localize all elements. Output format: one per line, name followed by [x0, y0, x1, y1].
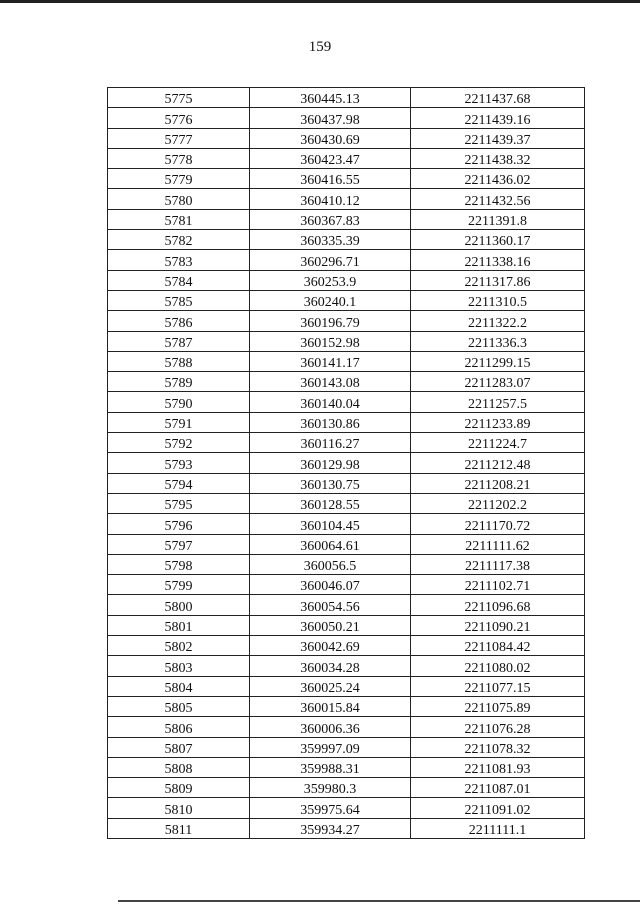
y-coordinate-cell: 2211081.93 [411, 757, 585, 777]
table-row [108, 108, 585, 128]
x-coordinate-cell: 360296.71 [250, 250, 411, 270]
table-row [108, 554, 585, 574]
y-coordinate-cell: 2211075.89 [411, 696, 585, 716]
table-row [108, 453, 585, 473]
table-row [108, 250, 585, 270]
table-row [108, 757, 585, 777]
table-row [108, 331, 585, 351]
point-number-cell: 5805 [108, 696, 250, 716]
point-number-cell: 5802 [108, 636, 250, 656]
y-coordinate-cell: 2211436.02 [411, 169, 585, 189]
table-row [108, 392, 585, 412]
table-row [108, 473, 585, 493]
table-row [108, 128, 585, 148]
y-coordinate-cell: 2211080.02 [411, 656, 585, 676]
point-number-cell: 5778 [108, 148, 250, 168]
point-number-cell: 5777 [108, 128, 250, 148]
table-row [108, 372, 585, 392]
point-number-cell: 5782 [108, 230, 250, 250]
point-number-cell: 5780 [108, 189, 250, 209]
point-number-cell: 5775 [108, 88, 250, 108]
x-coordinate-cell: 360152.98 [250, 331, 411, 351]
x-coordinate-cell: 360141.17 [250, 351, 411, 371]
point-number-cell: 5794 [108, 473, 250, 493]
coordinates-table-container [107, 87, 585, 839]
y-coordinate-cell: 2211317.86 [411, 270, 585, 290]
x-coordinate-cell: 360410.12 [250, 189, 411, 209]
x-coordinate-cell: 360445.13 [250, 88, 411, 108]
x-coordinate-cell: 360416.55 [250, 169, 411, 189]
table-row [108, 778, 585, 798]
y-coordinate-cell: 2211224.7 [411, 433, 585, 453]
point-number-cell: 5784 [108, 270, 250, 290]
y-coordinate-cell: 2211391.8 [411, 209, 585, 229]
y-coordinate-cell: 2211338.16 [411, 250, 585, 270]
y-coordinate-cell: 2211212.48 [411, 453, 585, 473]
table-row [108, 575, 585, 595]
point-number-cell: 5795 [108, 493, 250, 513]
y-coordinate-cell: 2211310.5 [411, 290, 585, 310]
point-number-cell: 5810 [108, 798, 250, 818]
x-coordinate-cell: 359980.3 [250, 778, 411, 798]
x-coordinate-cell: 360064.61 [250, 534, 411, 554]
x-coordinate-cell: 360034.28 [250, 656, 411, 676]
y-coordinate-cell: 2211336.3 [411, 331, 585, 351]
point-number-cell: 5793 [108, 453, 250, 473]
point-number-cell: 5792 [108, 433, 250, 453]
x-coordinate-cell: 360240.1 [250, 290, 411, 310]
y-coordinate-cell: 2211111.1 [411, 818, 585, 838]
x-coordinate-cell: 360335.39 [250, 230, 411, 250]
y-coordinate-cell: 2211084.42 [411, 636, 585, 656]
y-coordinate-cell: 2211076.28 [411, 717, 585, 737]
point-number-cell: 5806 [108, 717, 250, 737]
x-coordinate-cell: 360130.86 [250, 412, 411, 432]
x-coordinate-cell: 359988.31 [250, 757, 411, 777]
y-coordinate-cell: 2211208.21 [411, 473, 585, 493]
table-row [108, 798, 585, 818]
table-row [108, 737, 585, 757]
point-number-cell: 5799 [108, 575, 250, 595]
point-number-cell: 5804 [108, 676, 250, 696]
y-coordinate-cell: 2211078.32 [411, 737, 585, 757]
table-row [108, 656, 585, 676]
x-coordinate-cell: 360129.98 [250, 453, 411, 473]
point-number-cell: 5811 [108, 818, 250, 838]
table-row [108, 636, 585, 656]
y-coordinate-cell: 2211439.16 [411, 108, 585, 128]
y-coordinate-cell: 2211090.21 [411, 615, 585, 635]
x-coordinate-cell: 359975.64 [250, 798, 411, 818]
point-number-cell: 5801 [108, 615, 250, 635]
coordinates-table-body [108, 88, 585, 839]
table-row [108, 676, 585, 696]
x-coordinate-cell: 360253.9 [250, 270, 411, 290]
table-row [108, 696, 585, 716]
y-coordinate-cell: 2211360.17 [411, 230, 585, 250]
x-coordinate-cell: 360050.21 [250, 615, 411, 635]
x-coordinate-cell: 360130.75 [250, 473, 411, 493]
point-number-cell: 5789 [108, 372, 250, 392]
y-coordinate-cell: 2211096.68 [411, 595, 585, 615]
table-row [108, 290, 585, 310]
y-coordinate-cell: 2211438.32 [411, 148, 585, 168]
y-coordinate-cell: 2211202.2 [411, 493, 585, 513]
y-coordinate-cell: 2211111.62 [411, 534, 585, 554]
table-row [108, 412, 585, 432]
table-row [108, 311, 585, 331]
y-coordinate-cell: 2211299.15 [411, 351, 585, 371]
x-coordinate-cell: 360104.45 [250, 514, 411, 534]
point-number-cell: 5803 [108, 656, 250, 676]
y-coordinate-cell: 2211102.71 [411, 575, 585, 595]
point-number-cell: 5785 [108, 290, 250, 310]
x-coordinate-cell: 360056.5 [250, 554, 411, 574]
x-coordinate-cell: 360015.84 [250, 696, 411, 716]
table-row [108, 493, 585, 513]
x-coordinate-cell: 360128.55 [250, 493, 411, 513]
y-coordinate-cell: 2211283.07 [411, 372, 585, 392]
y-coordinate-cell: 2211170.72 [411, 514, 585, 534]
point-number-cell: 5791 [108, 412, 250, 432]
table-row [108, 230, 585, 250]
table-row [108, 189, 585, 209]
x-coordinate-cell: 359997.09 [250, 737, 411, 757]
point-number-cell: 5800 [108, 595, 250, 615]
y-coordinate-cell: 2211077.15 [411, 676, 585, 696]
x-coordinate-cell: 360367.83 [250, 209, 411, 229]
point-number-cell: 5807 [108, 737, 250, 757]
top-edge-rule [0, 0, 640, 3]
page-number: 159 [308, 39, 332, 55]
point-number-cell: 5788 [108, 351, 250, 371]
point-number-cell: 5796 [108, 514, 250, 534]
x-coordinate-cell: 360006.36 [250, 717, 411, 737]
point-number-cell: 5798 [108, 554, 250, 574]
point-number-cell: 5787 [108, 331, 250, 351]
point-number-cell: 5779 [108, 169, 250, 189]
table-row [108, 148, 585, 168]
table-row [108, 534, 585, 554]
table-row [108, 595, 585, 615]
x-coordinate-cell: 359934.27 [250, 818, 411, 838]
y-coordinate-cell: 2211233.89 [411, 412, 585, 432]
point-number-cell: 5797 [108, 534, 250, 554]
bottom-edge-rule [118, 900, 640, 902]
point-number-cell: 5790 [108, 392, 250, 412]
x-coordinate-cell: 360116.27 [250, 433, 411, 453]
x-coordinate-cell: 360430.69 [250, 128, 411, 148]
x-coordinate-cell: 360025.24 [250, 676, 411, 696]
table-row [108, 514, 585, 534]
y-coordinate-cell: 2211087.01 [411, 778, 585, 798]
point-number-cell: 5783 [108, 250, 250, 270]
table-row [108, 818, 585, 838]
x-coordinate-cell: 360423.47 [250, 148, 411, 168]
y-coordinate-cell: 2211091.02 [411, 798, 585, 818]
table-row [108, 615, 585, 635]
x-coordinate-cell: 360437.98 [250, 108, 411, 128]
y-coordinate-cell: 2211117.38 [411, 554, 585, 574]
point-number-cell: 5786 [108, 311, 250, 331]
point-number-cell: 5776 [108, 108, 250, 128]
x-coordinate-cell: 360143.08 [250, 372, 411, 392]
y-coordinate-cell: 2211439.37 [411, 128, 585, 148]
point-number-cell: 5809 [108, 778, 250, 798]
coordinates-table [107, 87, 585, 839]
x-coordinate-cell: 360140.04 [250, 392, 411, 412]
x-coordinate-cell: 360042.69 [250, 636, 411, 656]
table-row [108, 169, 585, 189]
y-coordinate-cell: 2211257.5 [411, 392, 585, 412]
x-coordinate-cell: 360196.79 [250, 311, 411, 331]
y-coordinate-cell: 2211322.2 [411, 311, 585, 331]
table-row [108, 351, 585, 371]
point-number-cell: 5808 [108, 757, 250, 777]
table-row [108, 433, 585, 453]
point-number-cell: 5781 [108, 209, 250, 229]
table-row [108, 270, 585, 290]
y-coordinate-cell: 2211437.68 [411, 88, 585, 108]
table-row [108, 88, 585, 108]
y-coordinate-cell: 2211432.56 [411, 189, 585, 209]
x-coordinate-cell: 360054.56 [250, 595, 411, 615]
table-row [108, 717, 585, 737]
x-coordinate-cell: 360046.07 [250, 575, 411, 595]
table-row [108, 209, 585, 229]
